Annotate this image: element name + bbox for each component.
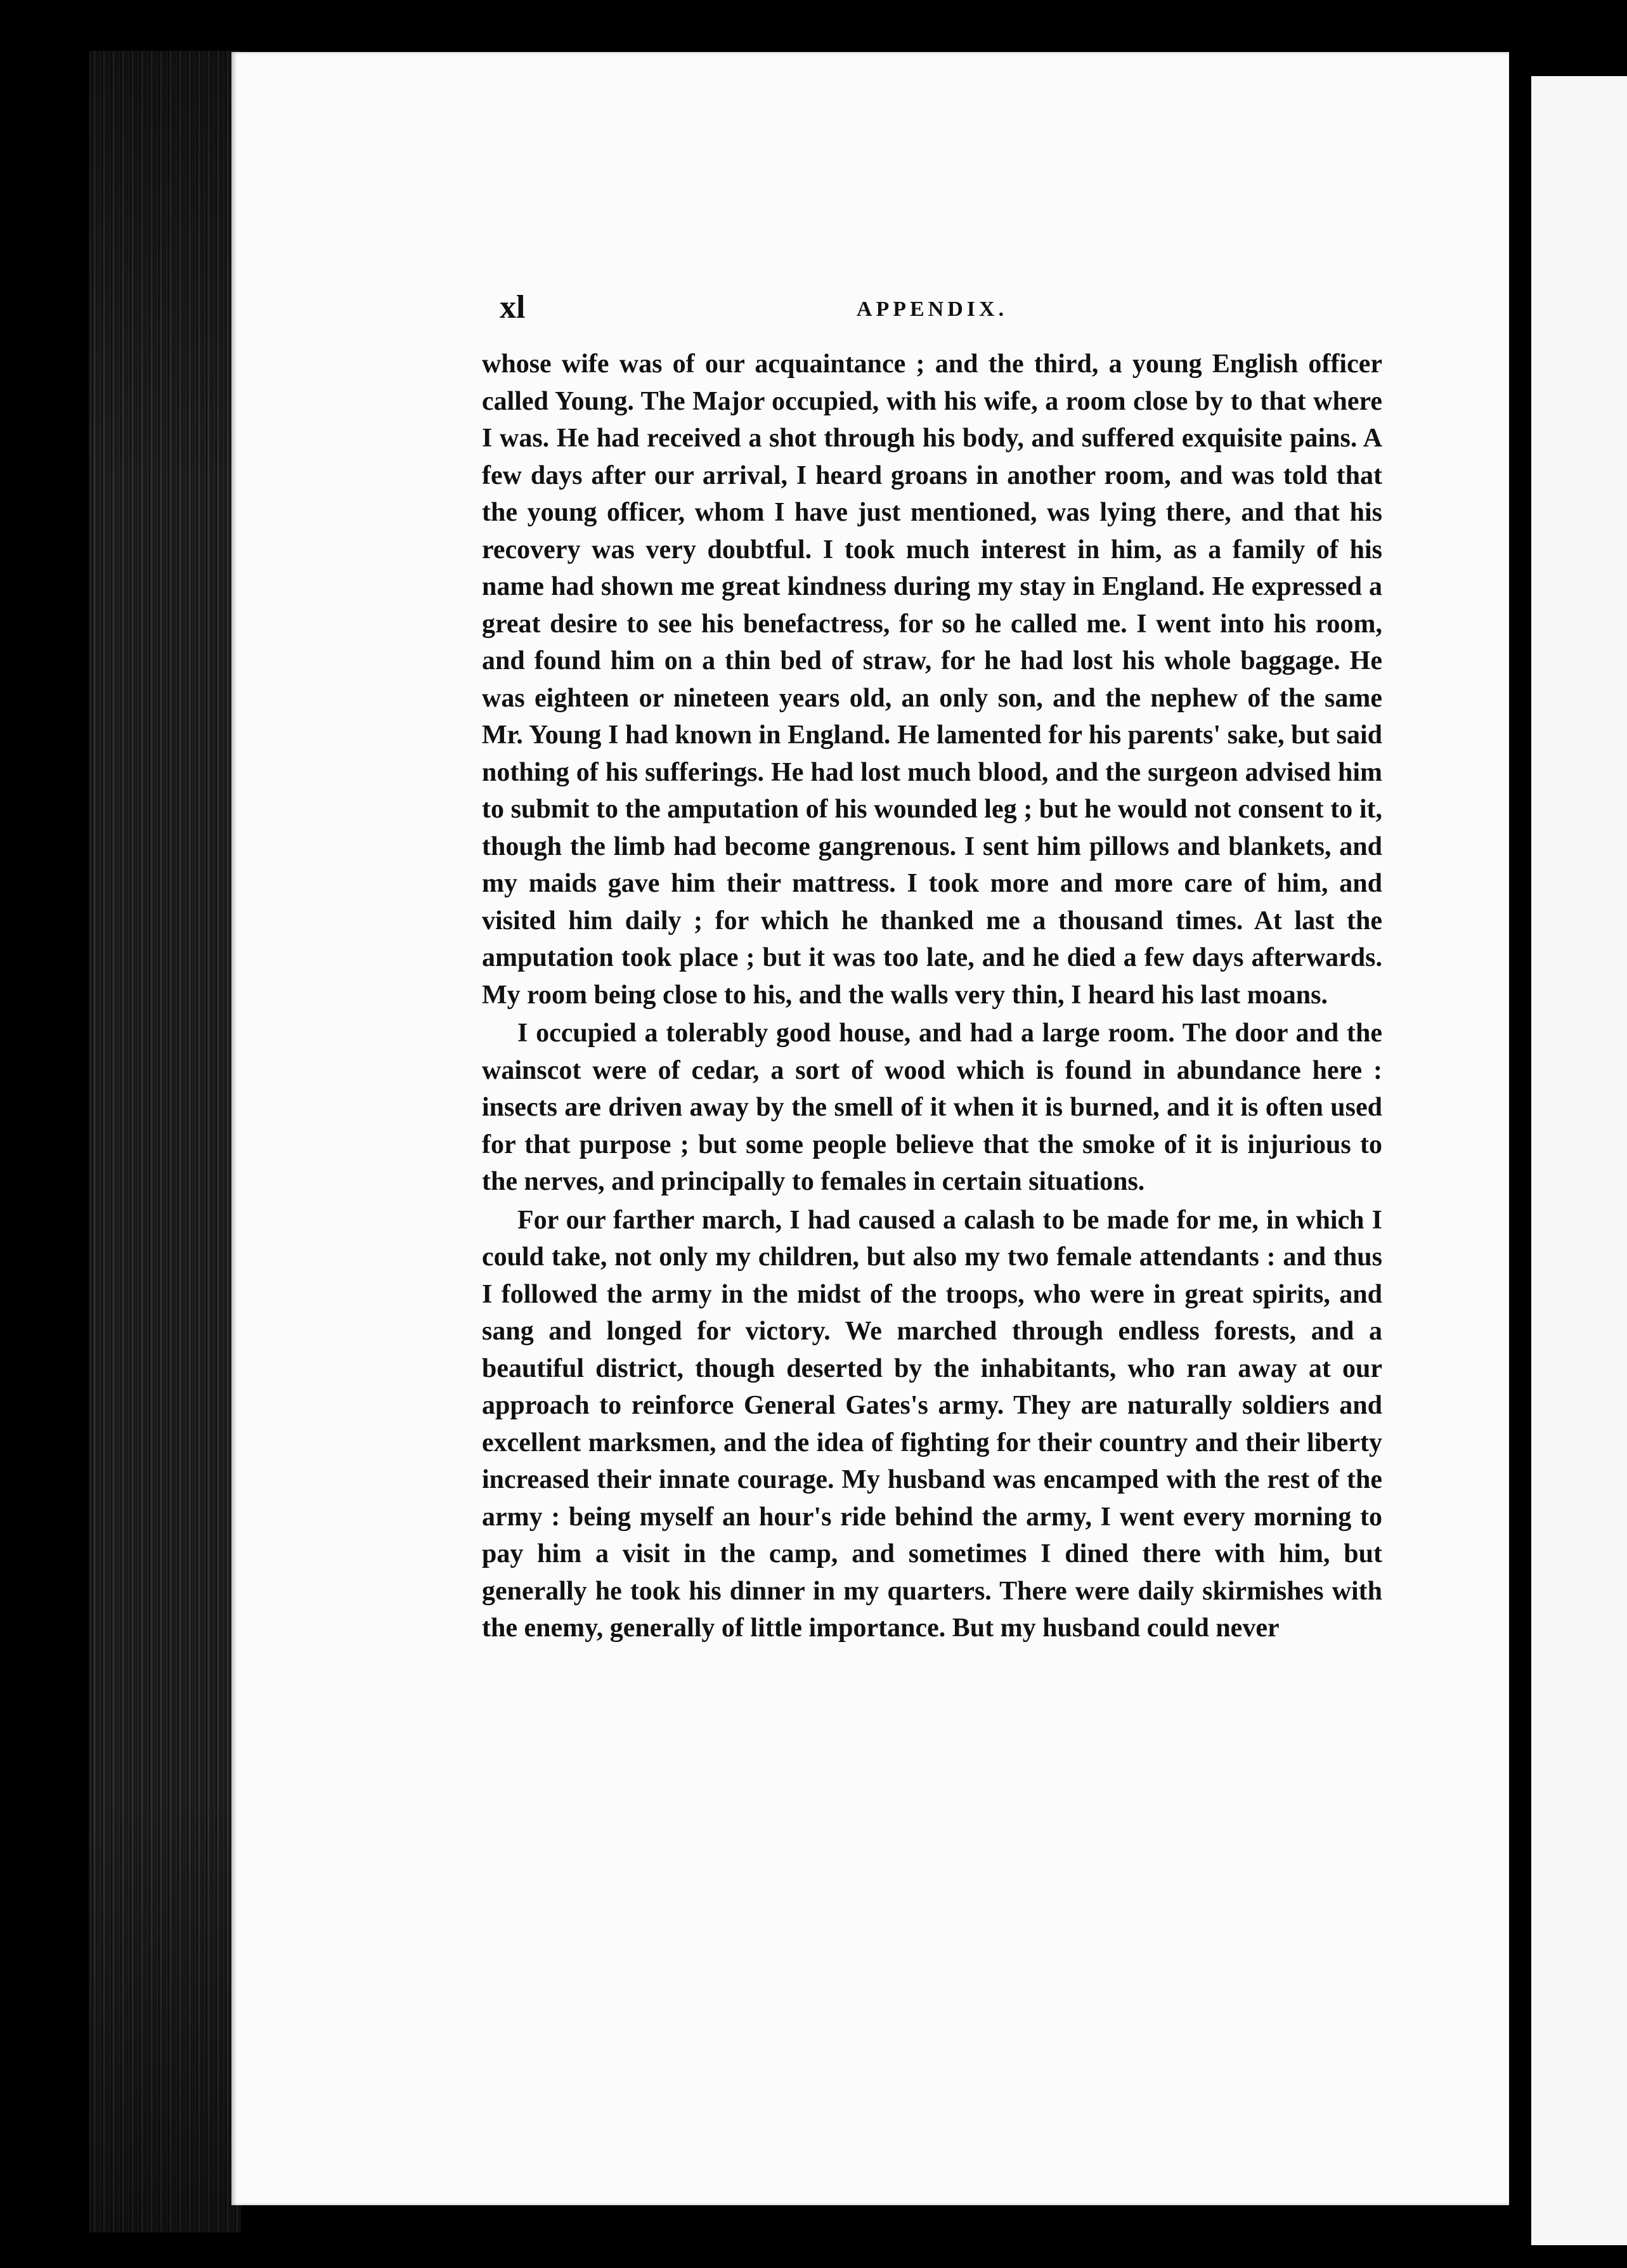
page-number: xl <box>500 289 526 325</box>
paragraph-2: I occupied a tolerably good house, and had a large room. The door and the wainscot were of cedar, a sort of wood which is found in abundance here : insects are driven away by the smell of it when it is burned, and it is often used for that purpose ; but some people believe that the smoke of it is injurious to the nerves, and principally to females in certain situations. <box>482 1019 1382 1196</box>
page-text-block <box>482 289 1382 1647</box>
page-header <box>482 289 1382 346</box>
page-edges-shadow <box>89 51 241 2232</box>
paragraph-3: For our farther march, I had caused a calash to be made for me, in which I could take, not only my children, but also my two female attendants : and thus I followed the army in the midst of the troops, who were in great spirits, and sang and longed for victory. We marched through endless forests, and a beautiful district, though deserted by the inhabitants, who ran away at our approach to reinforce General Gates's army. They are naturally soldiers and excellent marksmen, and the idea of fighting for their country and their liberty increased their innate courage. My husband was encamped with the rest of the army : being myself an hour's ride behind the army, I went every morning to pay him a visit in the camp, and sometimes I dined there with him, but generally he took his dinner in my quarters. There were daily skirmishes with the enemy, generally of little importance. But my husband could never <box>482 1205 1382 1643</box>
running-head: APPENDIX. <box>856 297 1008 321</box>
paragraph-1: whose wife was of our acquaintance ; and the third, a young English officer called Young. The Major occupied, with his wife, a room close by to that where I was. He had received a shot through his body, and suffered exquisite pains. A few days after our arrival, I heard groans in another room, and was told that the young officer, whom I have just mentioned, was lying there, and that his recovery was very doubtful. I took much interest in him, as a family of his name had shown me great kindness during my stay in England. He expressed a great desire to see his benefactress, for so he called me. I went into his room, and found him on a thin bed of straw, for he had lost his whole baggage. He was eighteen or nineteen years old, an only son, and the nephew of the same Mr. Young I had known in England. He lamented for his parents' sake, but said nothing of his sufferings. He had lost much blood, and the surgeon advised him to submit to the amputation of his wounded leg ; but he would not consent to it, though the limb had become gangrenous. I sent him pillows and blankets, and my maids gave him their mattress. I took more and more care of him, and visited him daily ; for which he thanked me a thousand times. At last the amputation took place ; but it was too late, and he died a few days afterwards. My room being close to his, and the walls very thin, I heard his last moans. <box>482 349 1382 1010</box>
facing-page-edge <box>1531 76 1627 2245</box>
